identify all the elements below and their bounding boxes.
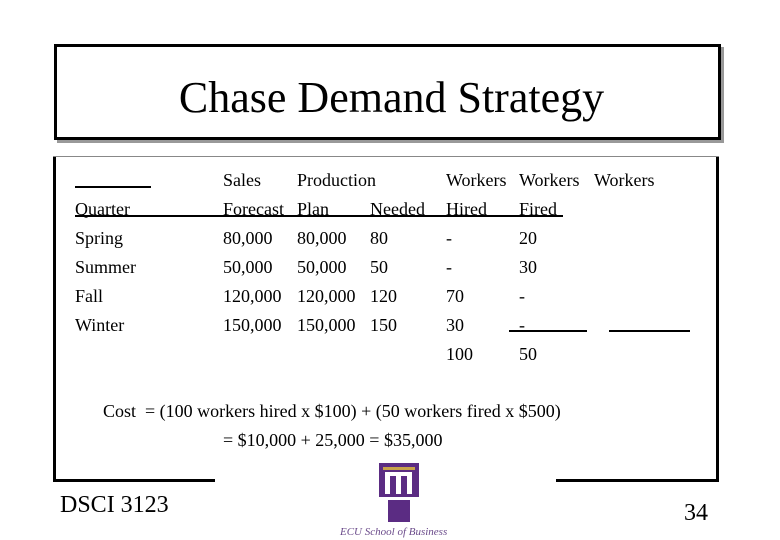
header-workers-3: Workers	[594, 170, 655, 190]
row-forecast: 150,000	[223, 315, 282, 335]
row-hired: -	[446, 228, 452, 248]
row-hired: 70	[446, 286, 464, 306]
row-forecast: 80,000	[223, 228, 273, 248]
row-quarter: Fall	[75, 286, 104, 306]
slide-title: Chase Demand Strategy	[178, 72, 605, 122]
row-fired: 20	[519, 228, 537, 248]
total-fired: 50	[519, 344, 537, 364]
logo-caption: ECU School of Business	[340, 526, 448, 538]
course-label: DSCI 3123	[60, 492, 169, 518]
header-workers-1: Workers	[446, 170, 507, 190]
header-quarter: Quarter	[75, 199, 130, 219]
row-hired: 30	[446, 315, 464, 335]
header-production: Production	[297, 170, 376, 190]
row-fired: -	[519, 286, 525, 306]
header-plan: Plan	[297, 199, 330, 219]
cost-line-1: Cost = (100 workers hired x $100) + (50 workers fired x $500)	[103, 401, 561, 421]
page-number: 34	[684, 500, 708, 526]
row-needed: 80	[370, 228, 388, 248]
header-hired: Hired	[446, 199, 487, 219]
row-forecast: 120,000	[223, 286, 282, 306]
title-box	[54, 44, 721, 140]
row-fired: 30	[519, 257, 537, 277]
row-needed: 150	[370, 315, 397, 335]
row-hired: -	[446, 257, 452, 277]
row-quarter: Winter	[75, 315, 125, 335]
quarter-underline	[75, 186, 151, 188]
frame-left-line	[53, 156, 56, 481]
ecu-logo	[378, 462, 420, 524]
row-needed: 50	[370, 257, 388, 277]
frame-bottom-right-line	[556, 479, 719, 482]
row-plan: 80,000	[297, 228, 347, 248]
cost-line-2: = $10,000 + 25,000 = $35,000	[223, 430, 443, 450]
total-hired: 100	[446, 344, 473, 364]
header-needed: Needed	[370, 199, 425, 219]
header-workers-2: Workers	[519, 170, 580, 190]
row-quarter: Spring	[75, 228, 124, 248]
extra-underline	[609, 330, 690, 332]
row-fired: -	[519, 315, 525, 335]
frame-right-line	[716, 156, 719, 481]
frame-top-line	[53, 156, 719, 157]
header-forecast: Forecast	[223, 199, 284, 219]
row-plan: 150,000	[297, 315, 356, 335]
header-sales: Sales	[223, 170, 261, 190]
header-fired: Fired	[519, 199, 557, 219]
row-plan: 50,000	[297, 257, 347, 277]
row-quarter: Summer	[75, 257, 136, 277]
row-plan: 120,000	[297, 286, 356, 306]
row-needed: 120	[370, 286, 397, 306]
frame-bottom-left-line	[53, 479, 215, 482]
row-forecast: 50,000	[223, 257, 273, 277]
